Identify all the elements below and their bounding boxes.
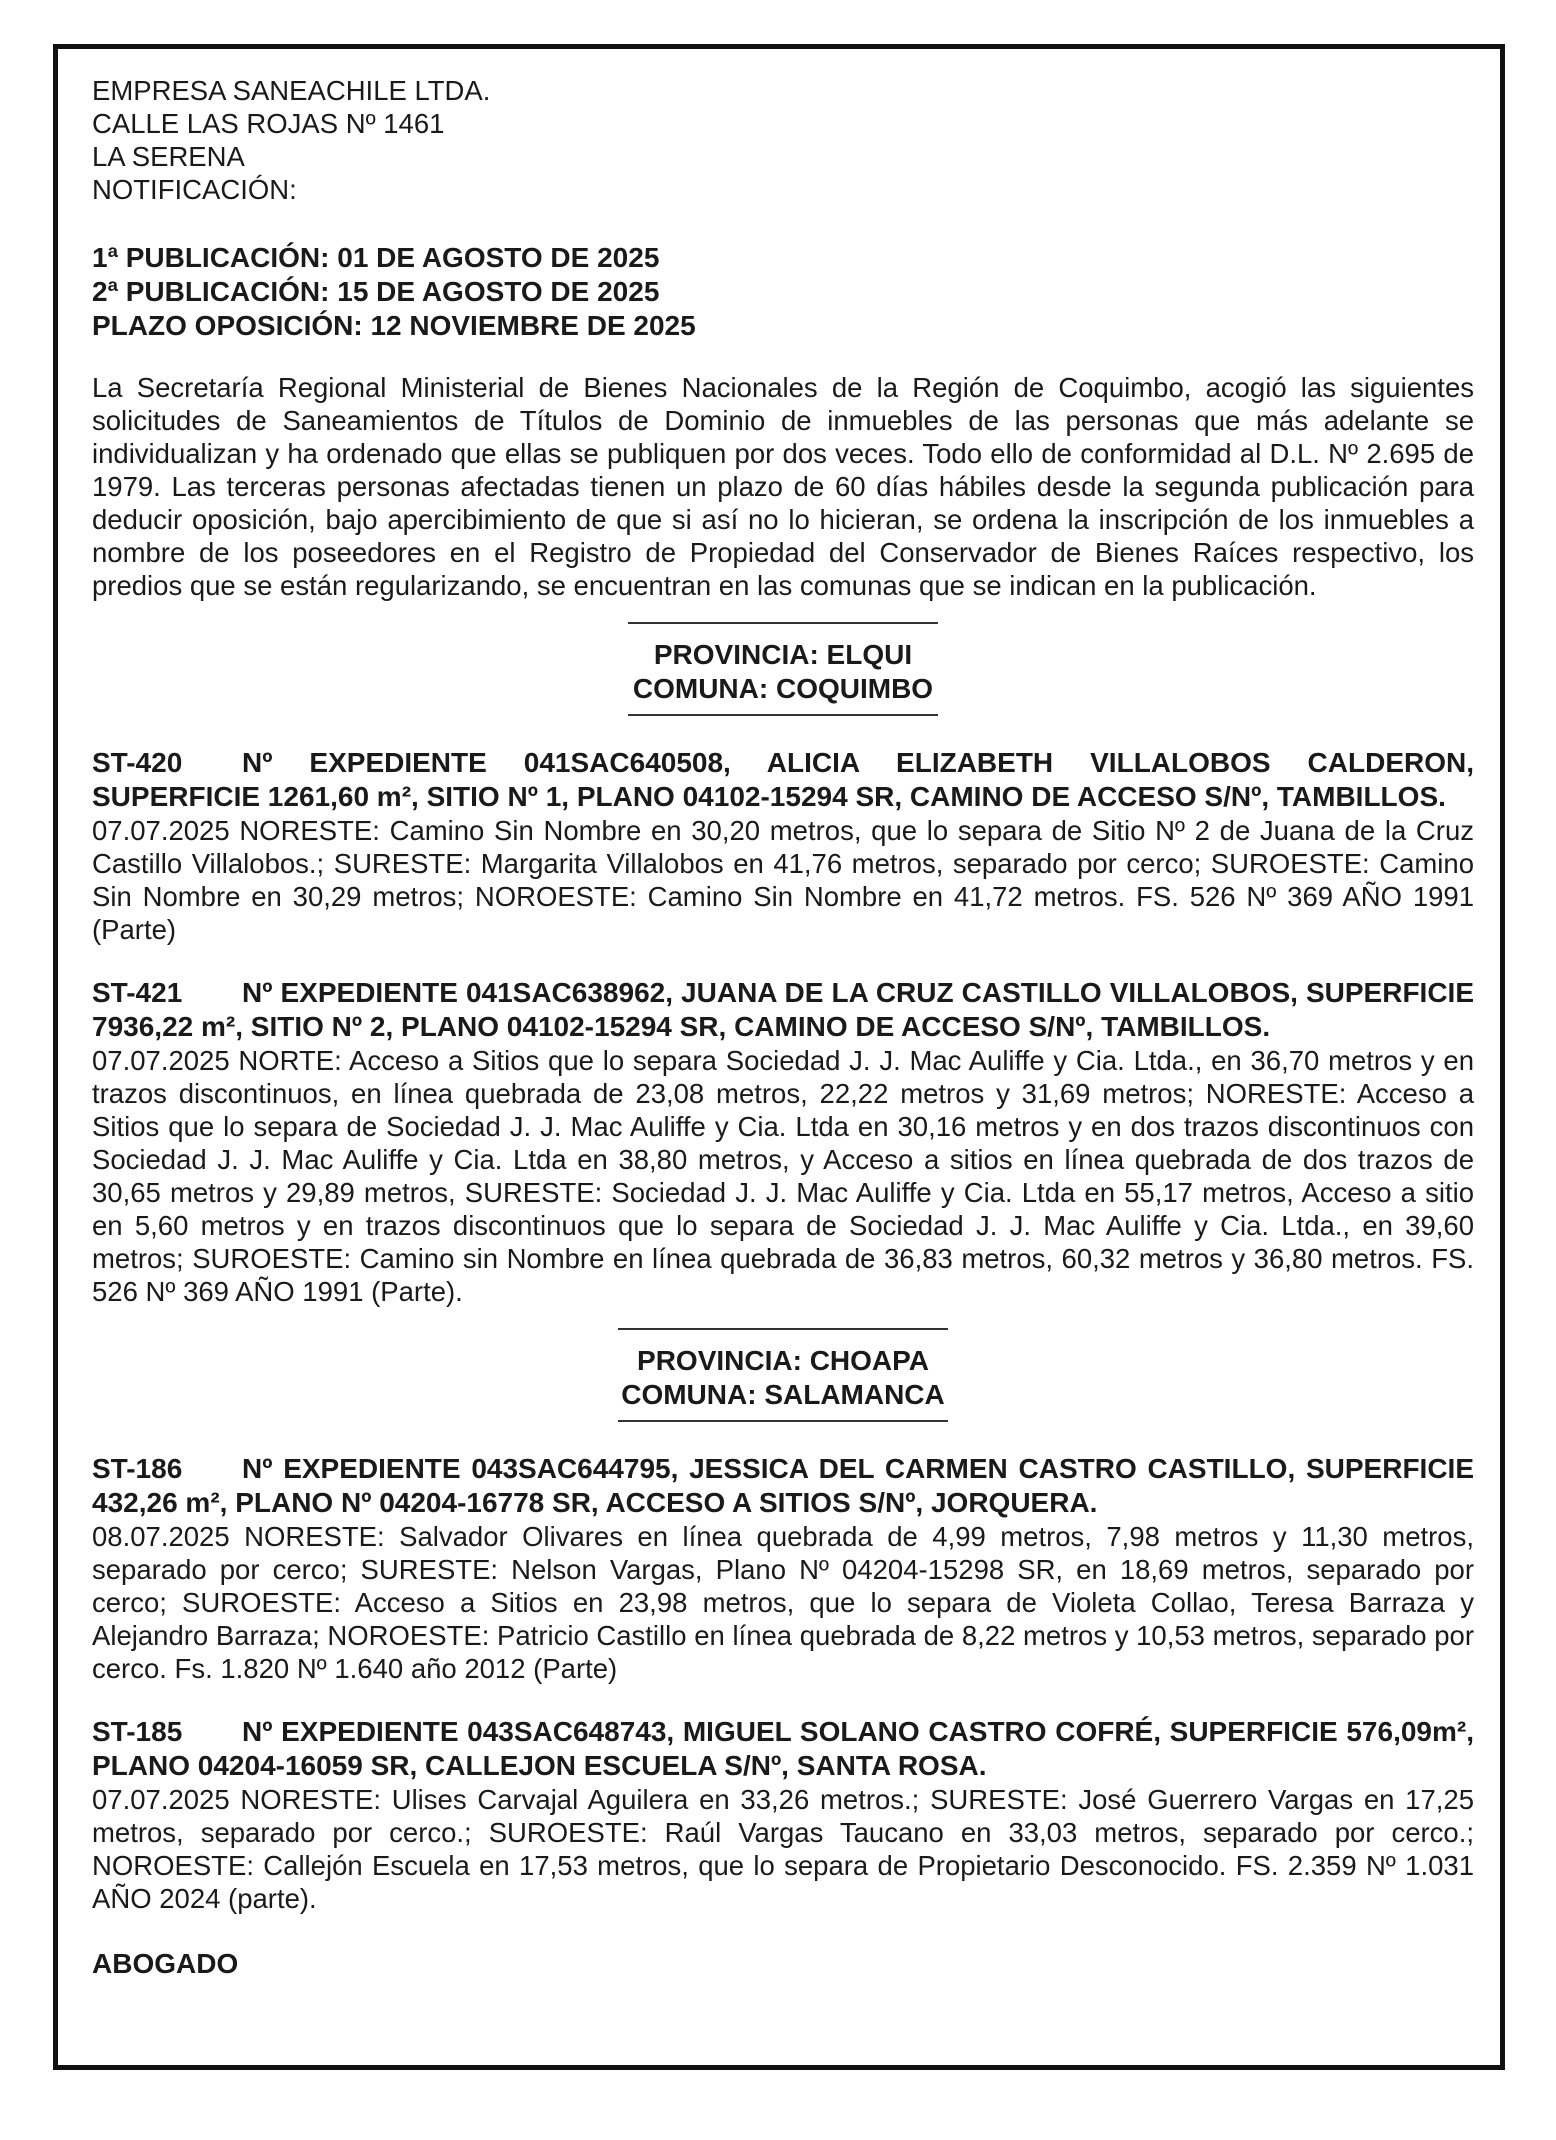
comuna-label: COMUNA: COQUIMBO	[632, 673, 934, 704]
provincia-label: PROVINCIA: ELQUI	[653, 639, 913, 670]
entry-heading	[92, 1452, 1474, 1520]
entry-title: Nº EXPEDIENTE 043SAC648743, MIGUEL SOLANO CASTRO COFRÉ, SUPERFICIE 576,09m², PLANO 04204-16059 SR, CALLEJON ESCUELA S/Nº, SANTA ROSA.	[92, 1716, 1474, 1781]
company-city: LA SERENA	[92, 141, 245, 172]
second-publication: 2ª PUBLICACIÓN: 15 DE AGOSTO DE 2025	[92, 276, 660, 307]
entry-title: Nº EXPEDIENTE 041SAC640508, ALICIA ELIZABETH VILLALOBOS CALDERON, SUPERFICIE 1261,60 m², SITIO Nº 1, PLANO 04102-15294 SR, CAMINO DE ACCESO S/Nº, TAMBILLOS.	[92, 747, 1474, 812]
entry-description: 07.07.2025 NORTE: Acceso a Sitios que lo separa Sociedad J. J. Mac Auliffe y Cia. Ltda., en 36,70 metros y en trazos discontinuos, en línea quebrada de 23,08 metros, 22,22 metros y 31,69 metros; NORESTE: Acceso a Sitios que lo separa de Sociedad J. J. Mac Auliffe y Cia. Ltda en 30,16 metros y en dos trazos discontinuos con Sociedad J. J. Mac Auliffe y Cia. Ltda en 38,80 metros, y Acceso a sitios en línea quebrada de dos trazos de 30,65 metros y 29,89 metros, SURESTE: Sociedad J. J. Mac Auliffe y Cia. Ltda en 55,17 metros, Acceso a sitio en 5,60 metros y en trazos discontinuos que lo separa de Sociedad J. J. Mac Auliffe y Cia. Ltda., en 39,60 metros; SUROESTE: Camino sin Nombre en línea quebrada de 36,83 metros, 60,32 metros y 36,80 metros. FS. 526 Nº 369 AÑO 1991 (Parte).	[92, 1045, 1474, 1307]
entry-st-421	[92, 976, 1474, 1308]
entry-title: Nº EXPEDIENTE 043SAC644795, JESSICA DEL CARMEN CASTRO CASTILLO, SUPERFICIE 432,26 m², PLANO Nº 04204-16778 SR, ACCESO A SITIOS S/Nº, JORQUERA.	[92, 1453, 1474, 1518]
section-heading-elqui	[628, 622, 938, 716]
entry-code: ST-185	[92, 1716, 183, 1747]
entry-st-185	[92, 1715, 1474, 1915]
opposition-deadline: PLAZO OPOSICIÓN: 12 NOVIEMBRE DE 2025	[92, 310, 696, 341]
first-publication: 1ª PUBLICACIÓN: 01 DE AGOSTO DE 2025	[92, 242, 660, 273]
entry-heading	[92, 1715, 1474, 1783]
entry-description: 07.07.2025 NORESTE: Camino Sin Nombre en 30,20 metros, que lo separa de Sitio Nº 2 de Juana de la Cruz Castillo Villalobos.; SURESTE: Margarita Villalobos en 41,76 metros, separado por cerco; SUROESTE: Camino Sin Nombre en 30,29 metros; NOROESTE: Camino Sin Nombre en 41,72 metros. FS. 526 Nº 369 AÑO 1991 (Parte)	[92, 815, 1474, 945]
section-heading-choapa	[618, 1328, 948, 1422]
entry-description: 07.07.2025 NORESTE: Ulises Carvajal Aguilera en 33,26 metros.; SURESTE: José Guerrero Vargas en 17,25 metros, separado por cerco.; SUROESTE: Raúl Vargas Taucano en 33,03 metros, separado por cerco.; NOROESTE: Callejón Escuela en 17,53 metros, que lo separa de Propietario Desconocido. FS. 2.359 Nº 1.031 AÑO 2024 (parte).	[92, 1784, 1474, 1914]
entry-title: Nº EXPEDIENTE 041SAC638962, JUANA DE LA CRUZ CASTILLO VILLALOBOS, SUPERFICIE 7936,22 m², SITIO Nº 2, PLANO 04102-15294 SR, CAMINO DE ACCESO S/Nº, TAMBILLOS.	[92, 977, 1474, 1042]
entry-st-186	[92, 1452, 1474, 1685]
entry-code: ST-420	[92, 747, 183, 778]
company-address: CALLE LAS ROJAS Nº 1461	[92, 108, 445, 139]
legal-notice	[92, 74, 1474, 1980]
publication-dates	[92, 241, 1474, 343]
entry-code: ST-421	[92, 977, 183, 1008]
entry-heading	[92, 746, 1474, 814]
signature-abogado: ABOGADO	[92, 1948, 239, 1979]
provincia-label: PROVINCIA: CHOAPA	[637, 1345, 929, 1376]
entry-st-420	[92, 746, 1474, 946]
intro-paragraph: La Secretaría Regional Ministerial de Bienes Nacionales de la Región de Coquimbo, acogió las siguientes solicitudes de Saneamientos de Títulos de Dominio de inmuebles de las personas que más adelante se individualizan y ha ordenado que ellas se publiquen por dos veces. Todo ello de conformidad al D.L. Nº 2.695 de 1979. Las terceras personas afectadas tienen un plazo de 60 días hábiles desde la segunda publicación para deducir oposición, bajo apercibimiento de que si así no lo hicieran, se ordena la inscripción de los inmuebles a nombre de los poseedores en el Registro de Propiedad del Conservador de Bienes Raíces respectivo, los predios que se están regularizando, se encuentran en las comunas que se indican en la publicación.	[92, 372, 1474, 601]
entry-heading	[92, 976, 1474, 1044]
comuna-label: COMUNA: SALAMANCA	[621, 1379, 945, 1410]
entry-code: ST-186	[92, 1453, 183, 1484]
entry-description: 08.07.2025 NORESTE: Salvador Olivares en línea quebrada de 4,99 metros, 7,98 metros y 11,30 metros, separado por cerco; SURESTE: Nelson Vargas, Plano Nº 04204-15298 SR, en 18,69 metros, separado por cerco; SUROESTE: Acceso a Sitios en 23,98 metros, que lo separa de Violeta Collao, Teresa Barraza y Alejandro Barraza; NOROESTE: Patricio Castillo en línea quebrada de 8,22 metros y 10,53 metros, separado por cerco. Fs. 1.820 Nº 1.640 año 2012 (Parte)	[92, 1521, 1474, 1684]
notice-label: NOTIFICACIÓN:	[92, 174, 297, 205]
company-name: EMPRESA SANEACHILE LTDA.	[92, 75, 491, 106]
notice-header	[92, 74, 1474, 206]
